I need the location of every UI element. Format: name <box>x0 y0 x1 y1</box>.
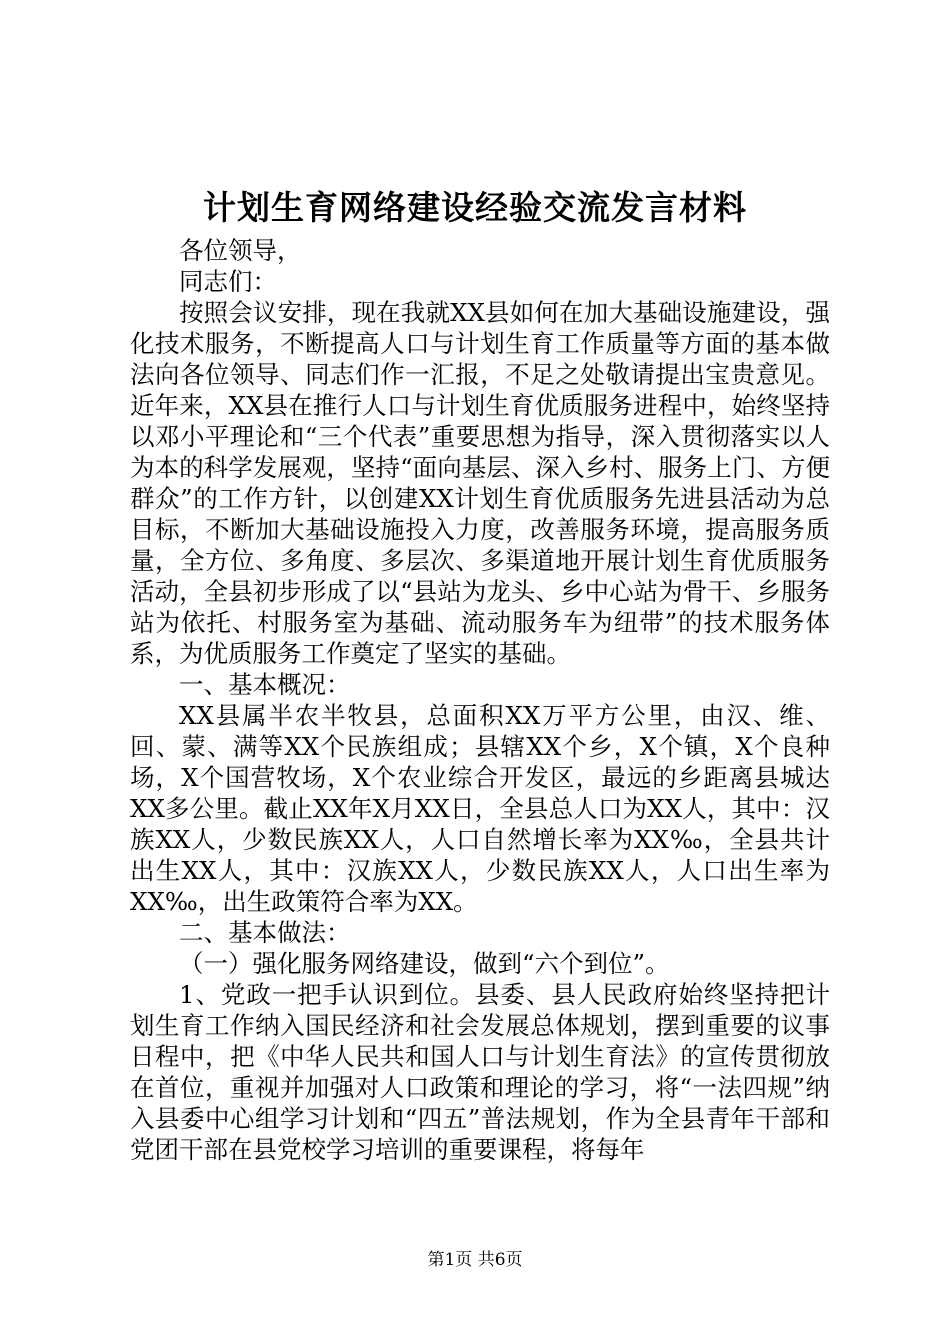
document-body <box>130 235 830 1165</box>
greeting-leaders: 各位领导， <box>179 236 302 265</box>
section-heading-overview: 一、基本概况： <box>179 670 351 699</box>
subsection-heading-network: （一）强化服务网络建设，做到“六个到位”。 <box>179 949 670 978</box>
paragraph-overview: XX县属半农半牧县，总面积XX万平方公里，由汉、维、回、蒙、满等XX个民族组成；县辖XX个乡，X个镇，X个良种场，X个国营牧场，X个农业综合开发区，最远的乡距离县城达XX多公里。截止XX年X月XX日，全县总人口为XX人，其中：汉族XX人，少数民族XX人，人口自然增长率为XX‰，全县共计出生XX人，其中：汉族XX人，少数民族XX人，人口出生率为XX‰，出生政策符合率为XX。 <box>130 701 830 916</box>
section-heading-practices: 二、基本做法： <box>179 918 351 947</box>
paragraph-intro: 按照会议安排，现在我就XX县如何在加大基础设施建设，强化技术服务，不断提高人口与计划生育工作质量等方面的基本做法向各位领导、同志们作一汇报，不足之处敬请提出宝贵意见。近年来，XX县在推行人口与计划生育优质服务进程中，始终坚持以邓小平理论和“三个代表”重要思想为指导，深入贯彻落实以人为本的科学发展观，坚持“面向基层、深入乡村、服务上门、方便群众”的工作方针，以创建XX计划生育优质服务先进县活动为总目标，不断加大基础设施投入力度，改善服务环境，提高服务质量，全方位、多角度、多层次、多渠道地开展计划生育优质服务活动，全县初步形成了以“县站为龙头、乡中心站为骨干、乡服务站为依托、村服务室为基础、流动服务车为纽带”的技术服务体系，为优质服务工作奠定了坚实的基础。 <box>130 298 830 668</box>
document-title: 计划生育网络建设经验交流发言材料 <box>203 188 747 227</box>
greeting-comrades: 同志们： <box>179 267 277 296</box>
page-footer: 第1页 共6页 <box>427 1250 523 1270</box>
paragraph-point-1: 1、党政一把手认识到位。县委、县人民政府始终坚持把计划生育工作纳入国民经济和社会发展总体规划，摆到重要的议事日程中，把《中华人民共和国人口与计划生育法》的宣传贯彻放在首位，重视并加强对人口政策和理论的学习，将“一法四规”纳入县委中心组学习计划和“四五”普法规划，作为全县青年干部和党团干部在县党校学习培训的重要课程，将每年 <box>130 980 830 1164</box>
